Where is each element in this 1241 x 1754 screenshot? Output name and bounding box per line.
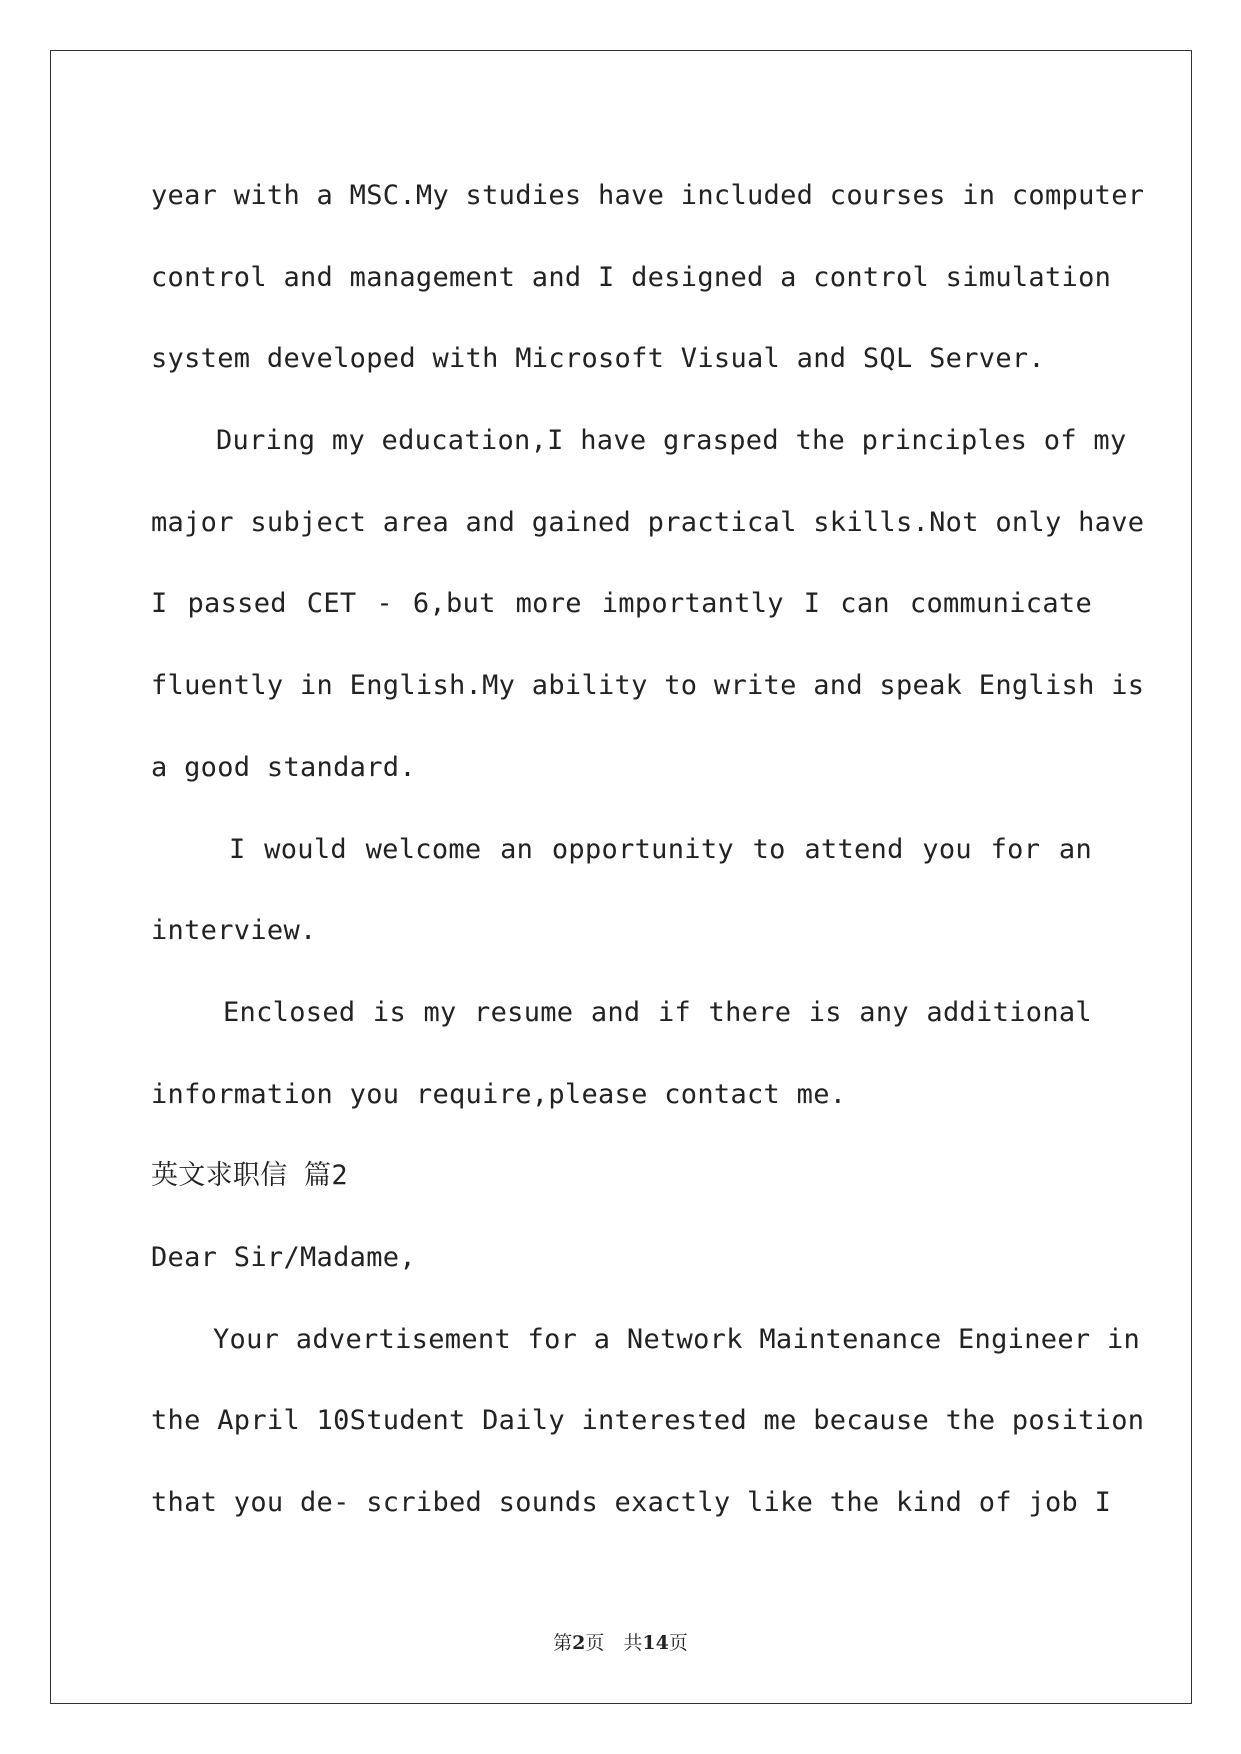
current-page-number: 2 xyxy=(572,1632,586,1654)
text-line: information you require,please contact me. xyxy=(151,1078,847,1110)
text-line: Your advertisement for a Network Maintenance Engineer in xyxy=(213,1323,1141,1355)
text-line: Dear Sir/Madame, xyxy=(151,1241,416,1273)
text-line: During my education,I have grasped the principles of my xyxy=(216,425,1127,457)
text-line: that you de- scribed sounds exactly like the kind of job I xyxy=(151,1487,1112,1518)
text-line: a good standard. xyxy=(151,751,416,783)
text-line: I passed CET - 6,but more importantly I can communicate xyxy=(151,588,1092,620)
document-body xyxy=(151,155,1145,1544)
footer-prefix: 第 xyxy=(553,1632,573,1654)
page-footer xyxy=(0,1628,1241,1655)
text-line: fluently in English.My ability to write and speak English is xyxy=(151,670,1145,702)
footer-middle: 页 共 xyxy=(585,1632,643,1654)
total-page-count: 14 xyxy=(642,1632,669,1654)
text-line: system developed with Microsoft Visual and SQL Server. xyxy=(151,343,1045,375)
text-line: 英文求职信 篇2 xyxy=(151,1160,348,1192)
text-line: the April 10Student Daily interested me because the position xyxy=(151,1405,1145,1437)
text-line: control and management and I designed a control simulation xyxy=(151,261,1112,293)
text-line: I would welcome an opportunity to attend you for an xyxy=(229,833,1092,865)
text-line: major subject area and gained practical skills.Not only have xyxy=(151,506,1145,538)
text-line: interview. xyxy=(151,915,317,947)
footer-suffix: 页 xyxy=(668,1632,688,1654)
text-line: Enclosed is my resume and if there is any additional xyxy=(223,996,1092,1028)
text-line: year with a MSC.My studies have included courses in computer xyxy=(151,180,1145,211)
